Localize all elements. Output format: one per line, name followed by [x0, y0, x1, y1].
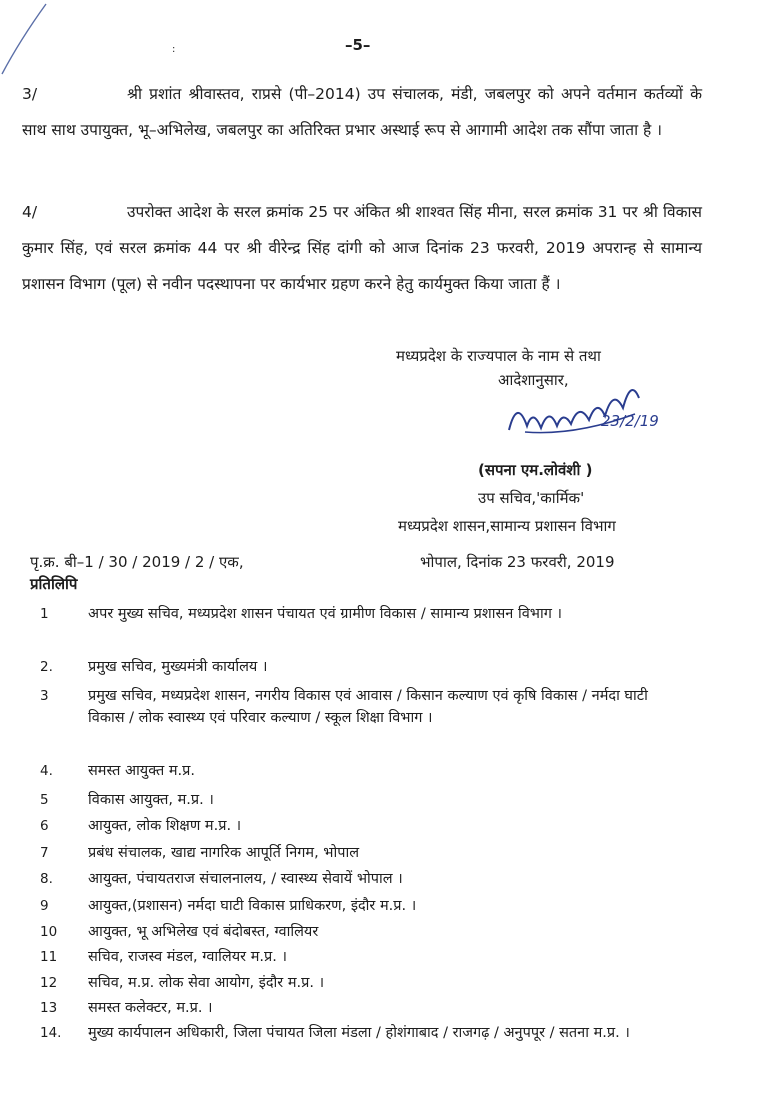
- signatory-department: मध्यप्रदेश शासन,सामान्य प्रशासन विभाग: [398, 517, 616, 535]
- document-page: : –5– 3/ श्री प्रशांत श्रीवास्तव, राप्रसे (पी–2014) उप संचालक, मंडी, जबलपुर को अपने वर्तमान कर्तव्यों के साथ साथ उपायुक्त, भू–अभिलेख, जबलपुर का अतिरिक्त प्रभार अस्थाई रूप से आगामी आदेश तक सौंपा जाता है । 4/ उपरोक्त आदेश के सरल क्रमांक 25 पर अंकित श्री शाश्वत सिंह मीना, सरल क्रमांक 31 पर श्री विकास कुमार सिंह, एवं सरल क्रमांक 44 पर श्री वीरेन्द्र सिंह दांगी को आज दिनांक 23 फरवरी, 2019 अपरान्ह से सामान्य प्रशासन विभाग (पूल) से नवीन पदस्थापना पर कार्यभार ग्रहण करने हेतु कार्यमुक्त किया जाता हैं । मध्यप्रदेश के राज्यपाल के नाम से तथा आदेशानुसार, 23/2/19 (सपना एम.लोवंशी ) उप सचिव,'कार्मिक' मध्यप्रदेश शासन,सामान्य प्रशासन विभाग पृ.क्र. बी–1 / 30 / 2019 / 2 / एक, भोपाल, दिनांक 23 फरवरी, 2019 प्रतिलिपि 1 अपर मुख्य सचिव, मध्यप्रदेश शासन पंचायत एवं ग्रामीण विकास / सामान्य प्रशासन विभाग । 2. प्रमुख सचिव, मुख्यमंत्री कार्यालय । 3 प्रमुख सचिव, मध्यप्रदेश शासन, नगरीय विकास एवं आवास / किसान कल्याण एवं कृषि विकास / नर्मदा घाटी विकास / लोक स्वास्थ्य एवं परिवार कल्याण / स्कूल शिक्षा विभाग । 4. समस्त आयुक्त म.प्र. 5 विकास आयुक्त, म.प्र. । 6 आयुक्त, लोक शिक्षण म.प्र. । 7 प्रबंध संचालक, खाद्य नागरिक आपूर्ति निगम, भोपाल 8. आयुक्त, पंचायतराज संचालनालय, / स्वास्थ्य सेवायें भोपाल । 9 आयुक्त,(प्रशासन) नर्मदा घाटी विकास प्राधिकरण, इंदौर म.प्र. । 10 आयुक्त, भू अभिलेख एवं बंदोबस्त, ग्वालियर 11 सचिव, राजस्व मंडल, ग्वालियर म.प्र. । 12 सचिव, म.प्र. लोक सेवा आयोग, इंदौर म.प्र. । 13 समस्त कलेक्टर, म.प्र. । 14. मुख्य कार्यपालन अधिकारी, जिला पंचायत जिला मंडला / होशंगाबाद / राजगढ़ / अनुपपूर / सतना म.प्र. ।: [0, 0, 760, 1105]
- reference-number: पृ.क्र. बी–1 / 30 / 2019 / 2 / एक,: [30, 553, 244, 571]
- copy-to-title: प्रतिलिपि: [30, 575, 78, 593]
- paragraph-4: [22, 194, 702, 302]
- paragraph-text: श्री प्रशांत श्रीवास्तव, राप्रसे (पी–2014) उप संचालक, मंडी, जबलपुर को अपने वर्तमान कर्तव्यों के साथ साथ उपायुक्त, भू–अभिलेख, जबलपुर का अतिरिक्त प्रभार अस्थाई रूप से आगामी आदेश तक सौंपा जाता है ।: [22, 85, 702, 139]
- paragraph-text: उपरोक्त आदेश के सरल क्रमांक 25 पर अंकित श्री शाश्वत सिंह मीना, सरल क्रमांक 31 पर श्री विकास कुमार सिंह, एवं सरल क्रमांक 44 पर श्री वीरेन्द्र सिंह दांगी को आज दिनांक 23 फरवरी, 2019 अपरान्ह से सामान्य प्रशासन विभाग (पूल) से नवीन पदस्थापना पर कार्यभार ग्रहण करने हेतु कार्यमुक्त किया जाता हैं ।: [22, 203, 702, 293]
- signatory-name: (सपना एम.लोवंशी ): [478, 461, 593, 479]
- signature-date: 23/2/19: [601, 412, 659, 430]
- signatory-designation: उप सचिव,'कार्मिक': [478, 489, 585, 507]
- paragraph-number: 4/: [22, 203, 38, 221]
- paragraph-3: [22, 76, 702, 148]
- handwritten-signature: [505, 368, 685, 448]
- place-date: भोपाल, दिनांक 23 फरवरी, 2019: [420, 553, 615, 571]
- pen-stroke-mark: [0, 0, 60, 80]
- header-dot: :: [172, 44, 176, 55]
- paragraph-number: 3/: [22, 85, 38, 103]
- by-order-line: आदेशानुसार,: [498, 371, 569, 389]
- governor-order-line: मध्यप्रदेश के राज्यपाल के नाम से तथा: [396, 347, 601, 365]
- page-number: –5–: [345, 36, 371, 54]
